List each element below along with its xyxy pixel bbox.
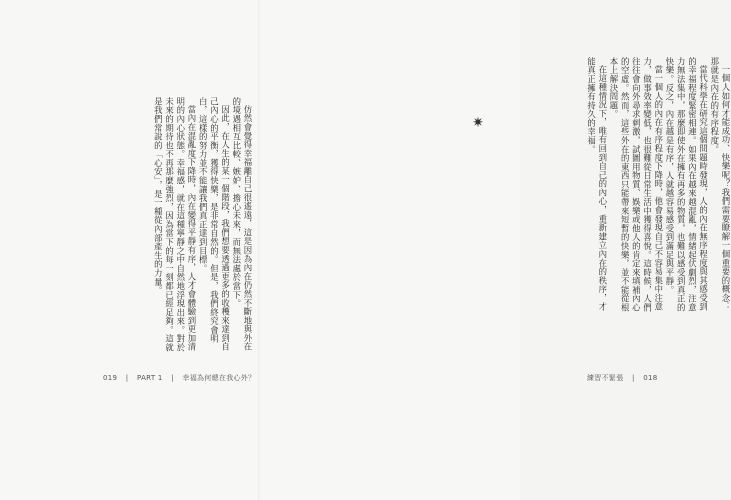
left-page bbox=[0, 0, 260, 500]
right-page-body bbox=[556, 57, 731, 319]
right-paragraph-4: 在這種情況下，唯有回到自己的內心，重新建立內在的秩序，才能真正擁有持久的幸福。 bbox=[586, 57, 608, 312]
star-ornament-icon: ✷ bbox=[472, 115, 484, 131]
left-paragraph-2: 因此，在人生的某一個階段，我們想要透過更多的收穫來達到自己內心的平衡，獲得快樂，是非常自然的。但是，我們終究會明白，這樣的努力並不能讓我們真正達到目標。 bbox=[198, 97, 231, 352]
right-page-number: 018 bbox=[643, 374, 658, 382]
left-page-number: 019 bbox=[103, 374, 118, 382]
right-page bbox=[260, 0, 731, 500]
footer-separator: | bbox=[632, 374, 635, 382]
right-paragraph-3: 當一個人的內在有序程度下降時，他會發現自己不容易集中注意力，做事效率變低，也很難從日常生活中獲得喜悅。這時候，人們往往會向外尋求刺激，試圖用物質、娛樂或他人的肯定來填補內心的空虛。然而，這些外在的東西只能帶來短暫的快樂，並不能從根本上解決問題。 bbox=[608, 57, 664, 312]
left-paragraph-3: 當內在混亂度下降時，內在變得平靜有序，人才會體驗到更加清明的內心狀態。幸福感，就在這種寧靜之中自然地浮現出來。對於未來的期待也不再那麼強烈，因為當下的每一刻都已經足夠。這就是我們常說的「心安」，是一種從內部產生的力量。 bbox=[153, 97, 197, 352]
part-label: PART 1 bbox=[137, 374, 163, 382]
footer-separator: | bbox=[171, 374, 174, 382]
footer-separator: | bbox=[125, 374, 129, 382]
part-title: 幸福為何總在我心外？ bbox=[182, 374, 256, 382]
right-page-footer bbox=[587, 373, 664, 383]
running-head: 練習不緊張 bbox=[587, 374, 624, 382]
left-page-footer bbox=[103, 373, 261, 383]
right-paragraph-1: 一個人如何才能成功、快樂呢？我們需要瞭解一個重要的概念：那就是內在的有序程度。 bbox=[709, 57, 731, 312]
right-paragraph-2: 當代科學在研究這個問題時發現，人的內在無序程度與其感受到的幸福程度緊密相連。如果內在越來越混亂，情緒起伏劇烈，注意力無法集中，那麼即使外在擁有再多的物質，也難以感受到真正的快樂。反之，內在越是有序，人就越容易感受到滿足與平靜。 bbox=[664, 57, 709, 312]
left-page-body bbox=[95, 97, 253, 357]
left-paragraph-1: 仿然會覺得幸福離自己很遙遠，這是因為內在仍然不斷地與外在的境遇相互比較、嫉妒、擔心未來，而無法處於當下。 bbox=[231, 97, 253, 352]
